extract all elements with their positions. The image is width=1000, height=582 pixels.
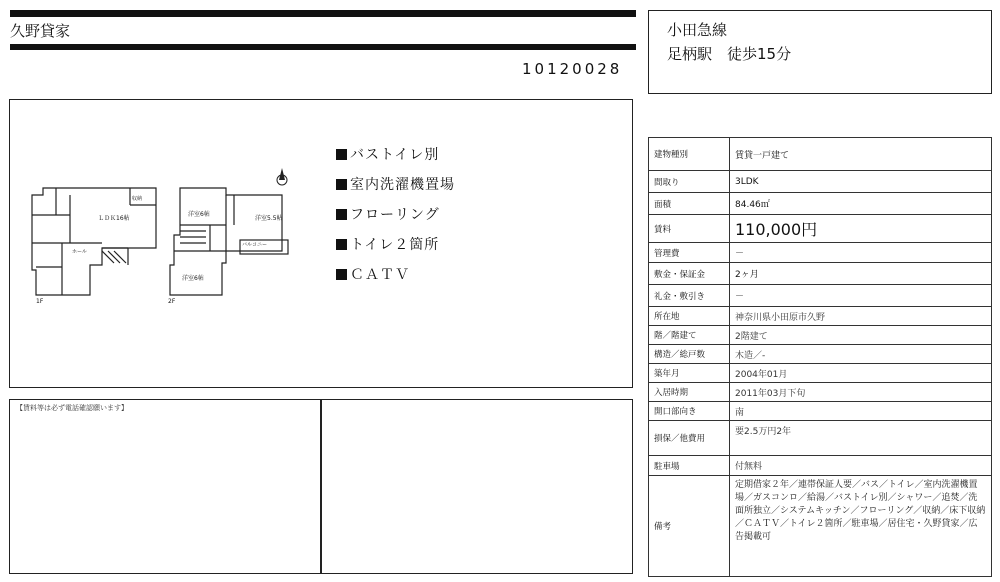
detail-value: 賃貸一戸建て: [730, 138, 992, 171]
floor-plan-panel: [9, 99, 633, 388]
detail-value: 付無料: [730, 456, 992, 476]
detail-label: 備考: [649, 476, 730, 577]
header-rule-bottom: [10, 44, 636, 50]
table-row: [649, 193, 992, 215]
detail-label: 敷金・保証金: [649, 263, 730, 285]
detail-value: 2011年03月下旬: [730, 383, 992, 402]
label-floor-2: 2F: [168, 298, 176, 305]
detail-label: 建物種別: [649, 138, 730, 171]
feature-item: 室内洗濯機置場: [336, 174, 455, 194]
table-row: [649, 456, 992, 476]
label-ldk: ＬＤＫ16帖: [98, 215, 130, 222]
detail-value: 2ヶ月: [730, 263, 992, 285]
property-details-table: [648, 137, 992, 577]
detail-label: 間取り: [649, 171, 730, 193]
detail-label: 賃料: [649, 215, 730, 243]
notes-panel: [9, 399, 633, 574]
phone-confirm-note: 【賃料等は必ず電話確認願います】: [16, 404, 128, 412]
detail-value: 110,000円: [730, 215, 992, 243]
detail-value: 84.46㎡: [730, 193, 992, 215]
table-row: [649, 364, 992, 383]
table-row: [649, 383, 992, 402]
detail-label: 礼金・敷引き: [649, 285, 730, 307]
property-name: 久野貸家: [10, 22, 71, 40]
feature-item: トイレ２箇所: [336, 234, 439, 254]
header-rule-top: [10, 10, 636, 17]
detail-label: 面積: [649, 193, 730, 215]
table-row: [649, 421, 992, 456]
label-balcony: バルコニー: [242, 242, 268, 248]
detail-value: 神奈川県小田原市久野: [730, 307, 992, 326]
table-row: [649, 476, 992, 577]
table-row: [649, 243, 992, 263]
floor-plan-drawing: [10, 155, 310, 355]
label-floor-1: 1F: [36, 298, 44, 305]
table-row: [649, 307, 992, 326]
detail-label: 階／階建て: [649, 326, 730, 345]
detail-value: 3LDK: [730, 171, 992, 193]
detail-label: 構造／総戸数: [649, 345, 730, 364]
table-row: [649, 285, 992, 307]
table-row: [649, 345, 992, 364]
detail-label: 損保／他費用: [649, 421, 730, 456]
detail-label: 管理費: [649, 243, 730, 263]
detail-value: －: [730, 243, 992, 263]
detail-value: 2階建て: [730, 326, 992, 345]
detail-label: 所在地: [649, 307, 730, 326]
detail-label: 築年月: [649, 364, 730, 383]
table-row: [649, 138, 992, 171]
table-row: [649, 263, 992, 285]
feature-item: フローリング: [336, 204, 440, 224]
property-id: 10120028: [522, 60, 623, 78]
detail-label: 開口部向き: [649, 402, 730, 421]
detail-value: 2004年01月: [730, 364, 992, 383]
detail-label: 駐車場: [649, 456, 730, 476]
table-row: [649, 215, 992, 243]
feature-item: バストイレ別: [336, 144, 439, 164]
detail-value: 定期借家２年／連帯保証人要／バス／トイレ／室内洗濯機置場／ガスコンロ／給湯／バストイレ別／シャワー／追焚／洗面所独立／システムキッチン／フローリング／収納／床下収納／ＣＡＴＶ／トイレ２箇所／駐車場／居住宅・久野貸家／広告掲載可: [730, 476, 992, 577]
feature-item: ＣＡＴＶ: [336, 264, 410, 284]
label-hall: ホール: [72, 249, 87, 255]
panel-divider: [320, 400, 322, 573]
label-storage: 収納: [132, 196, 143, 202]
compass-icon: [277, 168, 287, 185]
label-room-6b: 洋室6帖: [182, 275, 204, 282]
table-row: [649, 171, 992, 193]
train-line: 小田急線: [667, 21, 728, 39]
detail-value: 木造／-: [730, 345, 992, 364]
detail-value: 南: [730, 402, 992, 421]
station-box: [648, 10, 992, 94]
detail-value: 要2.5万円2年: [730, 421, 992, 456]
detail-label: 入居時期: [649, 383, 730, 402]
table-row: [649, 402, 992, 421]
station-access: 足柄駅 徒歩15分: [667, 45, 792, 63]
detail-value: －: [730, 285, 992, 307]
table-row: [649, 326, 992, 345]
label-room-55: 洋室5.5帖: [255, 215, 283, 222]
label-room-6: 洋室6帖: [188, 211, 210, 218]
